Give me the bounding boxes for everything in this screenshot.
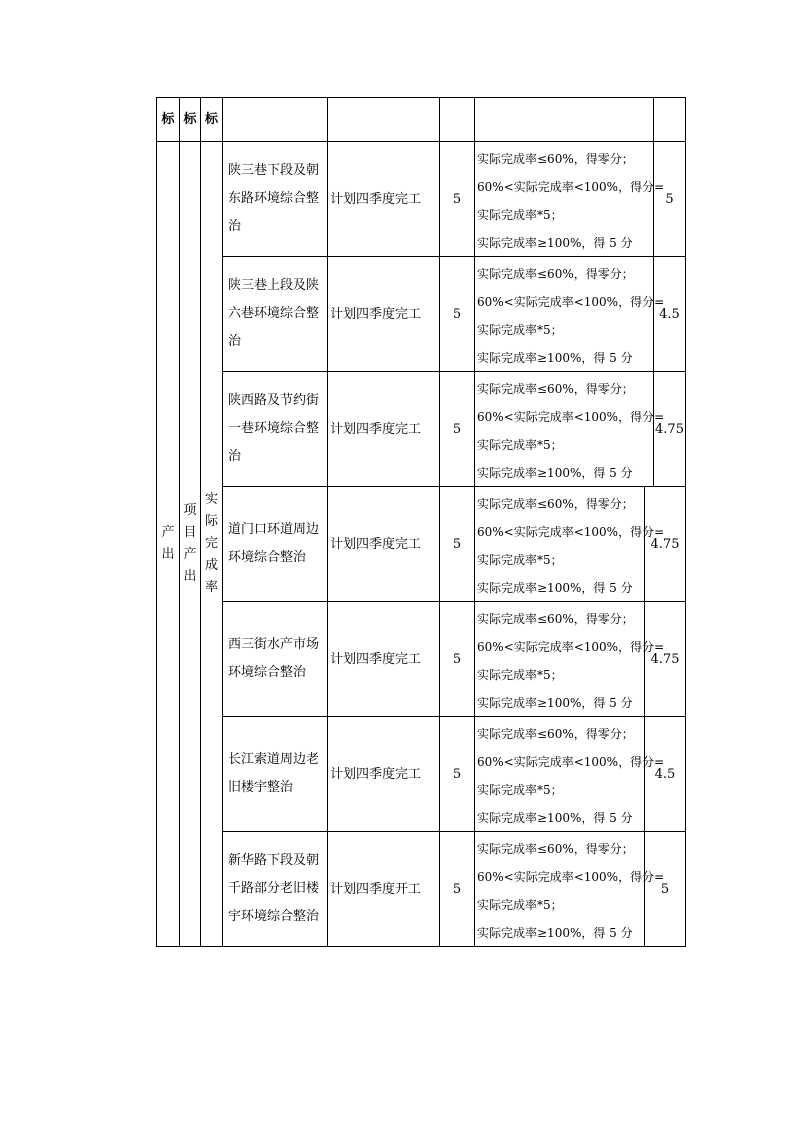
weight-value: 5	[452, 651, 462, 667]
table-row-criteria	[475, 832, 665, 946]
table-row-plan	[328, 717, 440, 832]
item-name: 陕三巷上段及陕六巷环境综合整治	[228, 278, 320, 349]
plan-text: 计划四季度完工	[330, 766, 422, 782]
criteria-line: 实际完成率*5；	[477, 898, 563, 912]
criteria-line: 实际完成率≤60%，得零分；	[477, 612, 634, 626]
weight-value: 5	[452, 766, 462, 782]
header-cell-level3	[201, 98, 223, 142]
criteria-line: 实际完成率≤60%，得零分；	[477, 267, 634, 281]
criteria-line: 实际完成率*5；	[477, 438, 563, 452]
table-row-criteria	[475, 142, 665, 257]
criteria-line: 实际完成率≤60%，得零分；	[477, 497, 634, 511]
header-cell-criteria	[475, 98, 654, 142]
header-label-level3: 标	[204, 112, 218, 127]
criteria-line: 实际完成率≤60%，得零分；	[477, 152, 634, 166]
header-label-level2: 标	[183, 112, 197, 127]
score-value: 4.5	[654, 766, 676, 782]
criteria-line: 实际完成率*5；	[477, 553, 563, 567]
table-row-score	[654, 142, 685, 257]
level3-indicator-label: 实际完成率	[204, 492, 218, 595]
table-row-plan	[328, 602, 440, 717]
criteria-line: 60%<实际完成率<100%，得分=	[477, 180, 665, 194]
header-cell-level1	[157, 98, 180, 142]
item-name: 新华路下段及朝千路部分老旧楼宇环境综合整治	[228, 853, 320, 924]
criteria-line: 60%<实际完成率<100%，得分=	[477, 525, 665, 539]
table-row-plan	[328, 487, 440, 602]
item-name: 陕西路及节约街一巷环境综合整治	[228, 393, 320, 464]
criteria-line: 实际完成率≥100%，得 5 分	[477, 696, 633, 710]
score-value: 5	[665, 191, 674, 207]
table-row-score	[645, 602, 685, 717]
criteria-line: 实际完成率≤60%，得零分；	[477, 727, 634, 741]
criteria-line: 实际完成率*5；	[477, 668, 563, 682]
header-cell-score	[654, 98, 685, 142]
item-name: 道门口环道周边环境综合整治	[228, 522, 320, 565]
table-row-score	[645, 832, 685, 946]
plan-text: 计划四季度完工	[330, 191, 422, 207]
score-value: 4.75	[650, 651, 680, 667]
table-row-plan	[328, 257, 440, 372]
table-row-criteria	[475, 257, 665, 372]
criteria-line: 实际完成率*5；	[477, 323, 563, 337]
table-row-weight	[440, 487, 475, 602]
criteria-line: 实际完成率≥100%，得 5 分	[477, 811, 633, 825]
score-value: 4.75	[650, 536, 680, 552]
table-row-criteria	[475, 372, 665, 487]
criteria-line: 实际完成率≥100%，得 5 分	[477, 926, 633, 940]
table-row-score	[654, 372, 685, 487]
criteria-line: 60%<实际完成率<100%，得分=	[477, 295, 665, 309]
item-name: 陕三巷下段及朝东路环境综合整治	[228, 163, 320, 234]
criteria-line: 60%<实际完成率<100%，得分=	[477, 410, 665, 424]
table-row-weight	[440, 602, 475, 717]
level1-indicator-cell	[157, 142, 180, 946]
criteria-line: 60%<实际完成率<100%，得分=	[477, 640, 665, 654]
criteria-line: 60%<实际完成率<100%，得分=	[477, 870, 665, 884]
item-name: 西三街水产市场环境综合整治	[228, 637, 320, 680]
criteria-line: 实际完成率*5；	[477, 783, 563, 797]
score-value: 5	[660, 881, 670, 897]
plan-text: 计划四季度完工	[330, 306, 422, 322]
criteria-line: 实际完成率≤60%，得零分；	[477, 842, 634, 856]
plan-text: 计划四季度开工	[330, 881, 422, 897]
table-row-item	[223, 142, 328, 257]
table-row-item	[223, 602, 328, 717]
level3-indicator-cell	[201, 142, 223, 946]
table-row-plan	[328, 372, 440, 487]
weight-value: 5	[452, 191, 462, 207]
weight-value: 5	[452, 421, 462, 437]
criteria-line: 实际完成率≥100%，得 5 分	[477, 236, 633, 250]
level2-indicator-cell	[180, 142, 201, 946]
score-value: 4.5	[659, 306, 680, 322]
criteria-line: 实际完成率≥100%，得 5 分	[477, 581, 633, 595]
table-row-weight	[440, 142, 475, 257]
table-row-weight	[440, 832, 475, 946]
table-row-item	[223, 257, 328, 372]
criteria-line: 实际完成率≤60%，得零分；	[477, 382, 634, 396]
table-row-weight	[440, 372, 475, 487]
table-row-score	[654, 257, 685, 372]
table-row-plan	[328, 832, 440, 946]
table-row-item	[223, 717, 328, 832]
item-name: 长江索道周边老旧楼宇整治	[228, 752, 320, 795]
plan-text: 计划四季度完工	[330, 536, 422, 552]
header-cell-item	[223, 98, 328, 142]
plan-text: 计划四季度完工	[330, 651, 422, 667]
score-value: 4.75	[655, 421, 684, 437]
criteria-line: 实际完成率≥100%，得 5 分	[477, 466, 633, 480]
table-row-item	[223, 372, 328, 487]
level1-indicator-label: 产出	[161, 525, 175, 562]
header-cell-level2	[180, 98, 201, 142]
table-row-item	[223, 832, 328, 946]
header-cell-plan	[328, 98, 440, 142]
evaluation-table	[156, 97, 686, 947]
criteria-line: 实际完成率≥100%，得 5 分	[477, 351, 633, 365]
table-row-weight	[440, 257, 475, 372]
weight-value: 5	[452, 536, 462, 552]
weight-value: 5	[452, 306, 462, 322]
criteria-line: 实际完成率*5；	[477, 208, 563, 222]
table-row-plan	[328, 142, 440, 257]
table-row-item	[223, 487, 328, 602]
plan-text: 计划四季度完工	[330, 421, 422, 437]
criteria-line: 60%<实际完成率<100%，得分=	[477, 755, 665, 769]
header-cell-weight	[440, 98, 475, 142]
level2-indicator-label: 项目产出	[183, 503, 197, 584]
header-label-level1: 标	[161, 112, 175, 127]
table-row-weight	[440, 717, 475, 832]
table-row-score	[645, 717, 685, 832]
table-row-score	[645, 487, 685, 602]
weight-value: 5	[452, 881, 462, 897]
